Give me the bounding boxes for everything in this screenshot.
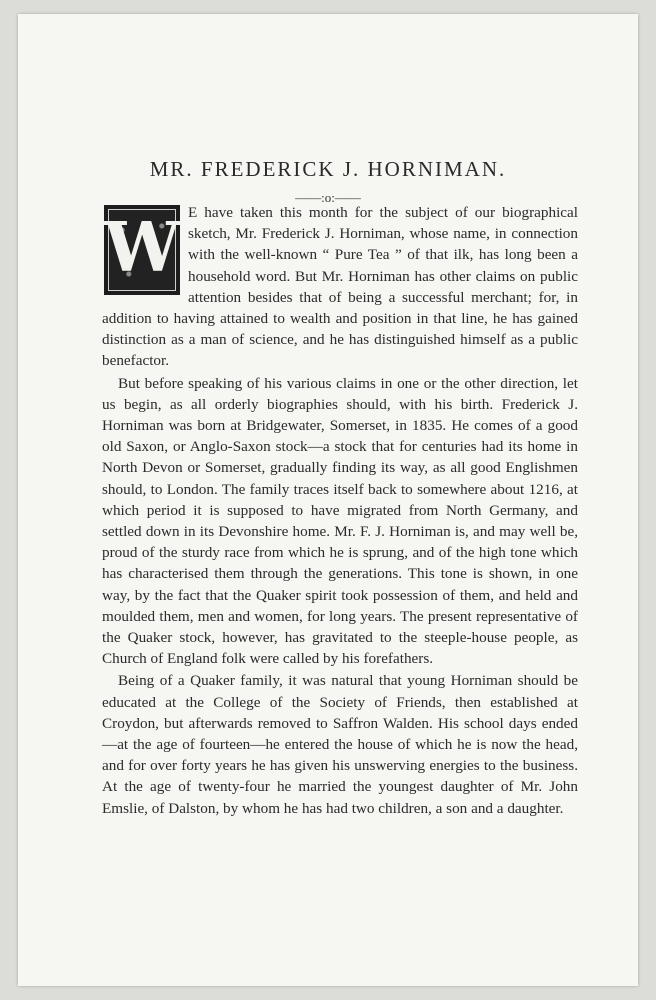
- article-body: [102, 202, 578, 819]
- paragraph-2: But before speaking of his various claims in one or the other direction, let us begin, as all orderly biographies should, with his birth. Frederick J. Horniman was born at Bridgewater, Somerset, in 1835. He comes of a good old Saxon, or Anglo-Saxon stock—a stock that for centuries had its home in North Devon or Somerset, gradually finding its way, as all good Englishmen should, to London. The family traces itself back to somewhere about 1216, at which period it is supposed to have migrated from North Germany, and settled down in its Devonshire home. Mr. F. J. Horniman is, and may well be, proud of the sturdy race from which he is sprung, and of the high tone which has characterised them through the generations. This tone is shown, in one way, by the fact that the Quaker spirit took possession of them, and held and moulded them, men and women, for long years. The present representative of the Quaker stock, however, has gravitated to the steeple-house people, as Church of England folk were called by his forefathers.: [102, 374, 578, 668]
- document-page: [18, 14, 638, 986]
- drop-cap-letter: W: [104, 208, 181, 288]
- paragraph-3: Being of a Quaker family, it was natural that young Horniman should be educated at the College of the Society of Friends, then established at Croydon, but afterwards removed to Saffron Walden. His school days ended—at the age of fourteen—he entered the house of which he is now the head, and for over forty years he has given his unswerving energies to the business. At the age of twenty-four he married the youngest daughter of Mr. John Emslie, of Dalston, by whom he has had two children, a son and a daughter.: [102, 672, 578, 817]
- ornamental-divider: ——:o:——: [295, 190, 361, 205]
- article-title: MR. FREDERICK J. HORNIMAN.: [149, 157, 507, 181]
- paragraph-1: E have taken this month for the subject of our biographical sketch, Mr. Frederick J. Horniman, whose name, in connection with the well-known “ Pure Tea ” of that ilk, has long been a household word. But Mr. Horniman has other claims on public attention besides that of being a successful merchant; for, in addition to having attained to wealth and position in that line, he has gained distinction as a man of science, and he has distinguished himself as a public benefactor.: [102, 204, 578, 370]
- decorative-initial: [104, 205, 180, 295]
